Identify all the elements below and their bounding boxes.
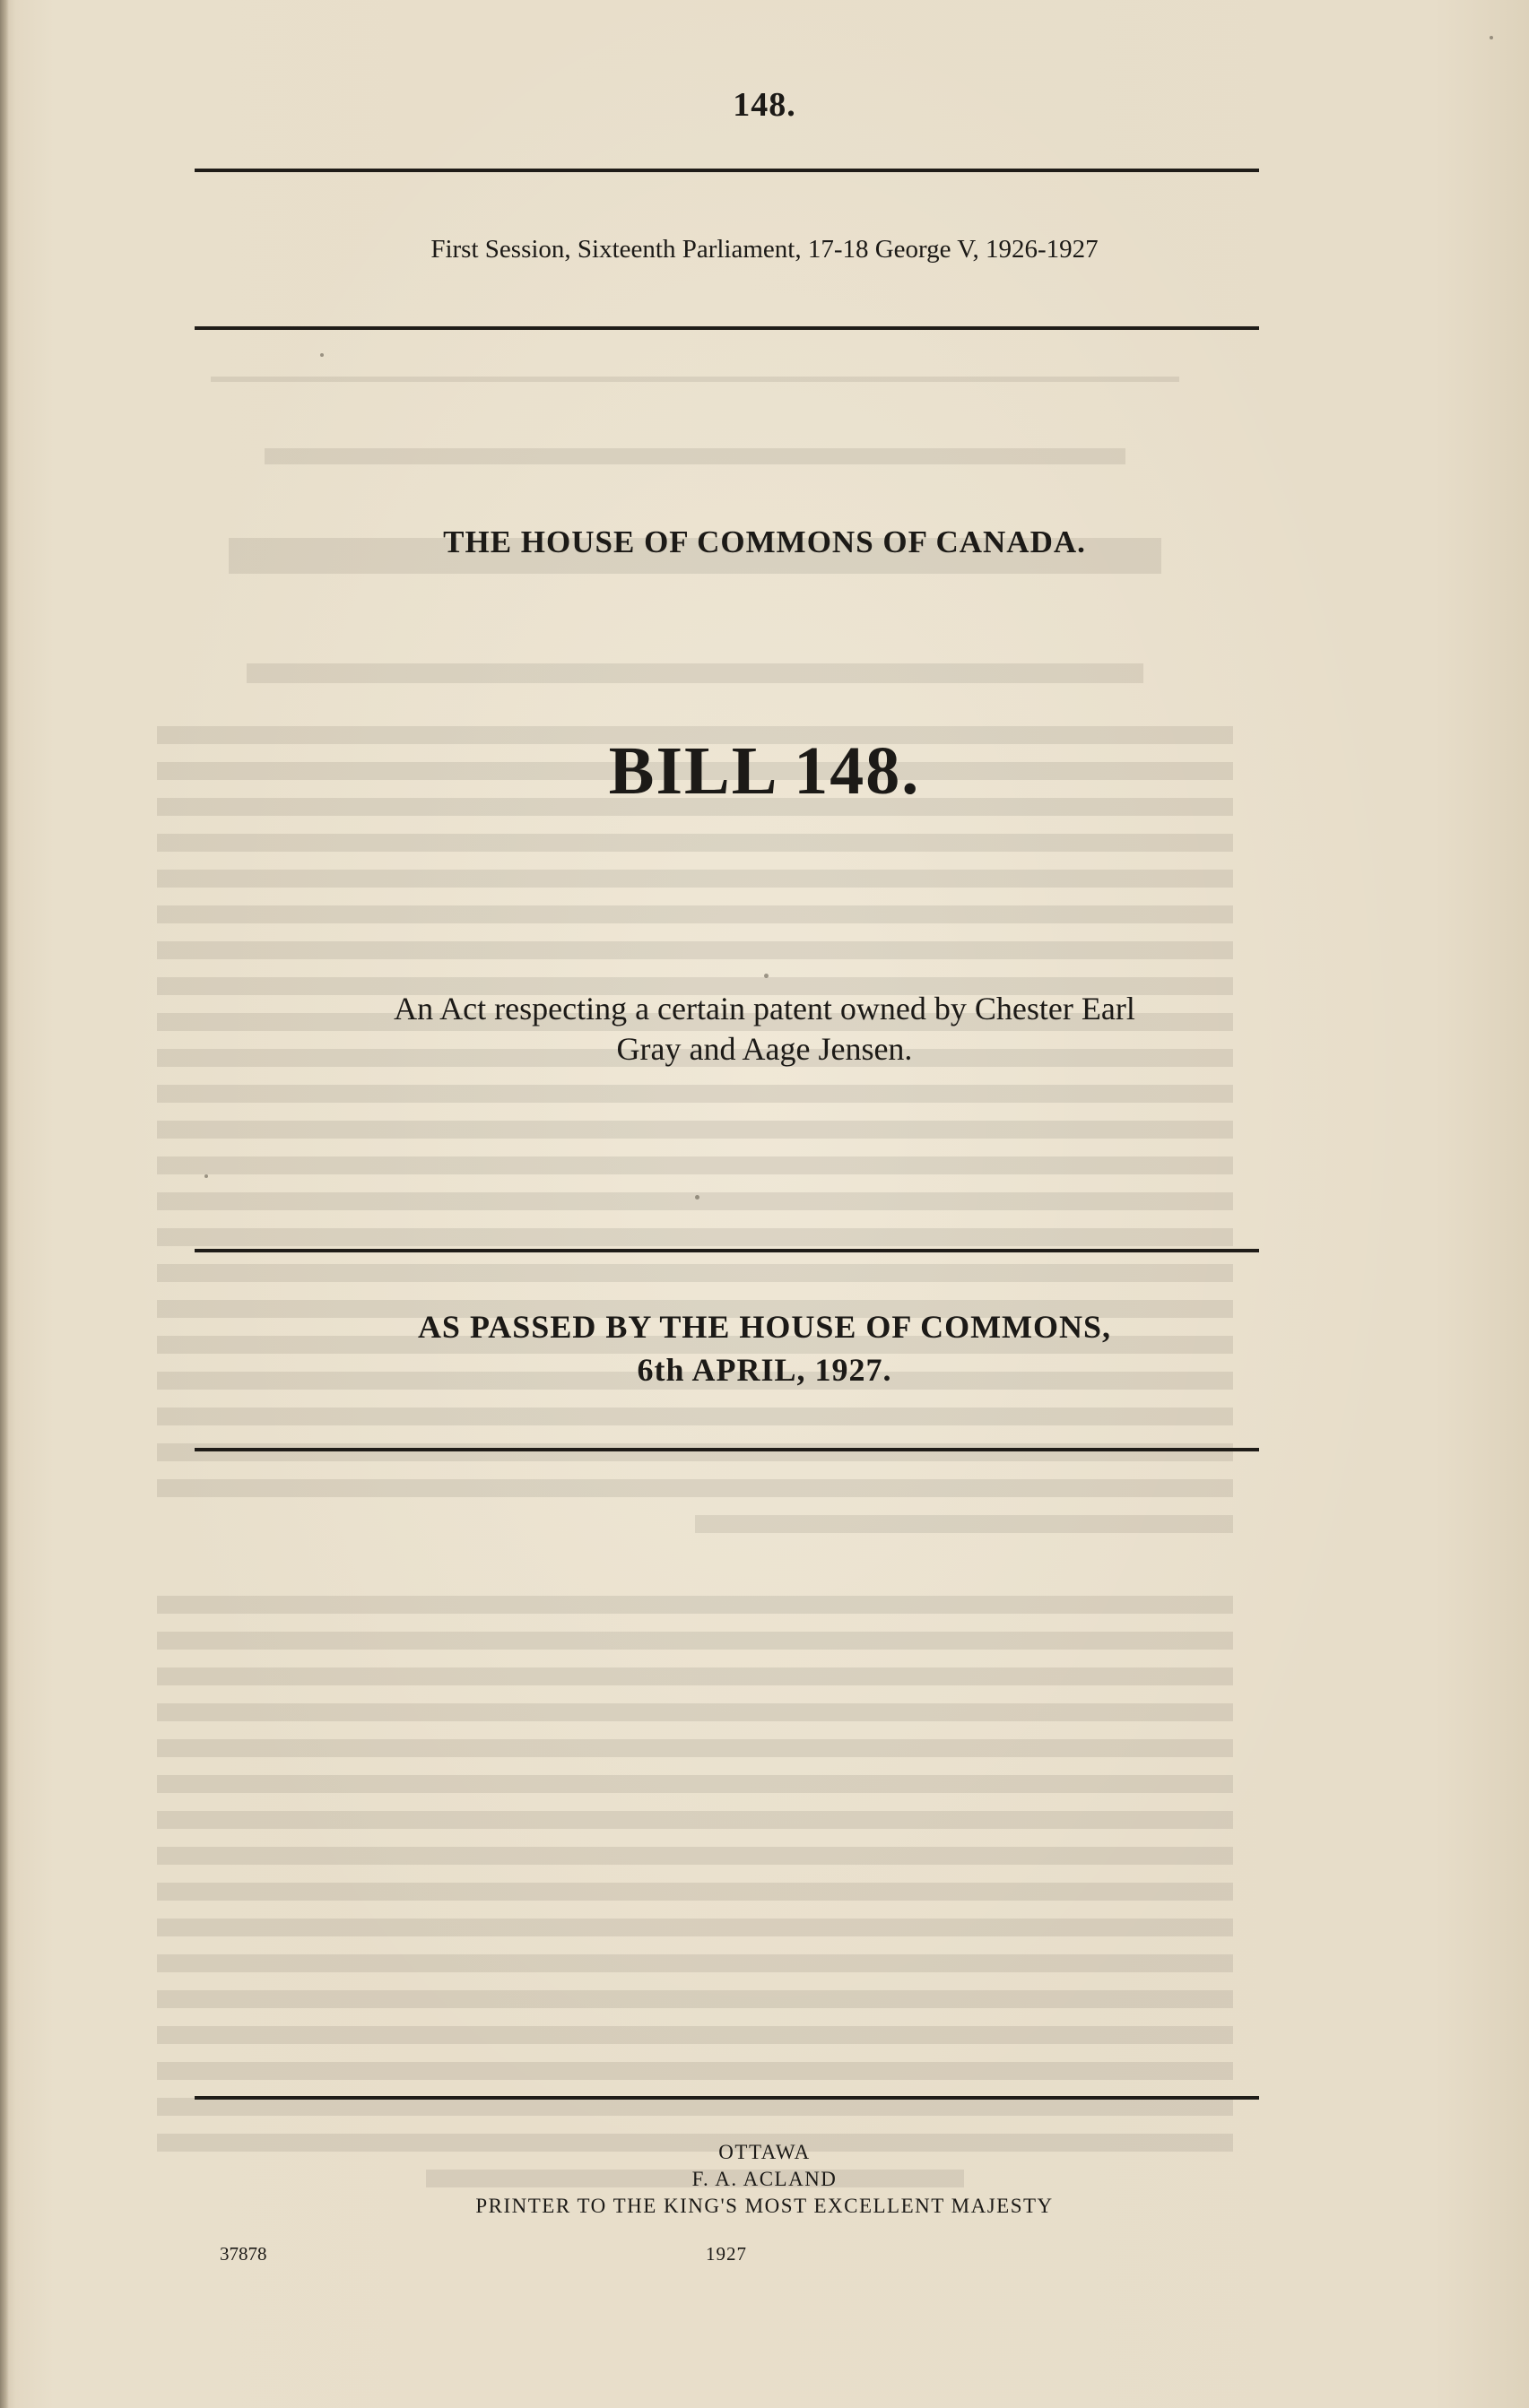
imprint-city: OTTAWA xyxy=(718,2141,811,2163)
print-speck xyxy=(204,1174,208,1178)
act-title xyxy=(0,989,1529,1070)
print-speck xyxy=(1490,36,1493,39)
print-speck xyxy=(695,1195,699,1200)
act-title-line-2: Gray and Aage Jensen. xyxy=(616,1031,913,1067)
passed-statement xyxy=(0,1305,1529,1391)
session-rule xyxy=(195,326,1259,330)
print-speck xyxy=(320,353,324,357)
imprint-rule xyxy=(195,2096,1259,2100)
imprint-printer-title: PRINTER TO THE KING'S MOST EXCELLENT MAJESTY xyxy=(475,2195,1054,2217)
session-line: First Session, Sixteenth Parliament, 17-18 George V, 1926-1927 xyxy=(430,235,1099,264)
page-number: 148. xyxy=(733,86,796,124)
binding-edge xyxy=(0,0,9,2408)
imprint-printer: F. A. ACLAND xyxy=(691,2168,838,2190)
passed-line-2: 6th APRIL, 1927. xyxy=(637,1352,892,1388)
imprint-year: 1927 xyxy=(706,2243,747,2265)
passed-bottom-rule xyxy=(195,1448,1259,1451)
passed-line-1: AS PASSED BY THE HOUSE OF COMMONS, xyxy=(417,1309,1112,1345)
passed-top-rule xyxy=(195,1249,1259,1252)
house-heading: THE HOUSE OF COMMONS OF CANADA. xyxy=(443,524,1086,559)
top-rule xyxy=(195,169,1259,172)
act-title-line-1: An Act respecting a certain patent owned by Chester Earl xyxy=(394,991,1135,1026)
print-speck xyxy=(764,974,769,978)
job-number: 37878 xyxy=(220,2243,267,2265)
imprint-block xyxy=(0,2139,1529,2220)
bill-title: BILL 148. xyxy=(608,733,921,809)
